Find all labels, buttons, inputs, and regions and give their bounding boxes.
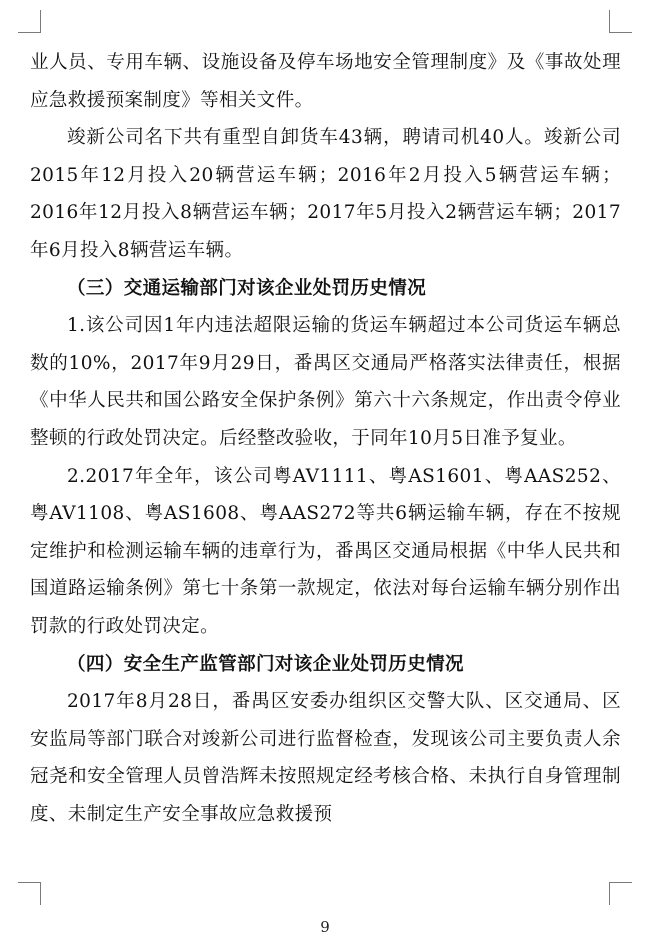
crop-mark-top-left bbox=[18, 10, 41, 33]
paragraph-continuation: 业人员、专用车辆、设施设备及停车场地安全管理制度》及《事故处理应急救援预案制度》等相关文件。 bbox=[30, 52, 621, 111]
crop-mark-bottom-left bbox=[18, 882, 41, 905]
crop-mark-top-right bbox=[609, 10, 632, 33]
page-number: 9 bbox=[320, 918, 330, 936]
crop-mark-bottom-right bbox=[609, 882, 632, 905]
paragraph-inspection: 2017年8月28日，番禺区安委办组织区交警大队、区交通局、区安监局等部门联合对竣新公司进行监督检查，发现该公司主要负责人余冠尧和安全管理人员曾浩辉未按照规定经考核合格、未执行自身管理制度、未制定生产安全事故应急救援预 bbox=[30, 691, 621, 825]
paragraph-vehicle-info: 竣新公司名下共有重型自卸货车43辆，聘请司机40人。竣新公司2015年12月投入20辆营运车辆；2016年2月投入5辆营运车辆；2016年12月投入8辆营运车辆；2017年5月投入2辆营运车辆；2017年6月投入8辆营运车辆。 bbox=[30, 127, 621, 261]
document-body bbox=[30, 44, 621, 833]
paragraph-penalty-1: 1.该公司因1年内违法超限运输的货运车辆超过本公司货运车辆总数的10%，2017年9月29日，番禺区交通局严格落实法律责任，根据《中华人民共和国公路安全保护条例》第六十六条规定，作出责令停业整顿的行政处罚决定。后经整改验收，于同年10月5日准予复业。 bbox=[30, 315, 621, 449]
section-heading-transport: （三）交通运输部门对该企业处罚历史情况 bbox=[67, 277, 427, 299]
section-heading-safety: （四）安全生产监管部门对该企业处罚历史情况 bbox=[67, 653, 464, 675]
paragraph-penalty-2: 2.2017年全年，该公司粤AV1111、粤AS1601、粤AAS252、粤AV1108、粤AS1608、粤AAS272等共6辆运输车辆，存在不按规定维护和检测运输车辆的违章行为，番禺区交通局根据《中华人民共和国道路运输条例》第七十条第一款规定，依法对每台运输车辆分别作出罚款的行政处罚决定。 bbox=[30, 465, 621, 637]
